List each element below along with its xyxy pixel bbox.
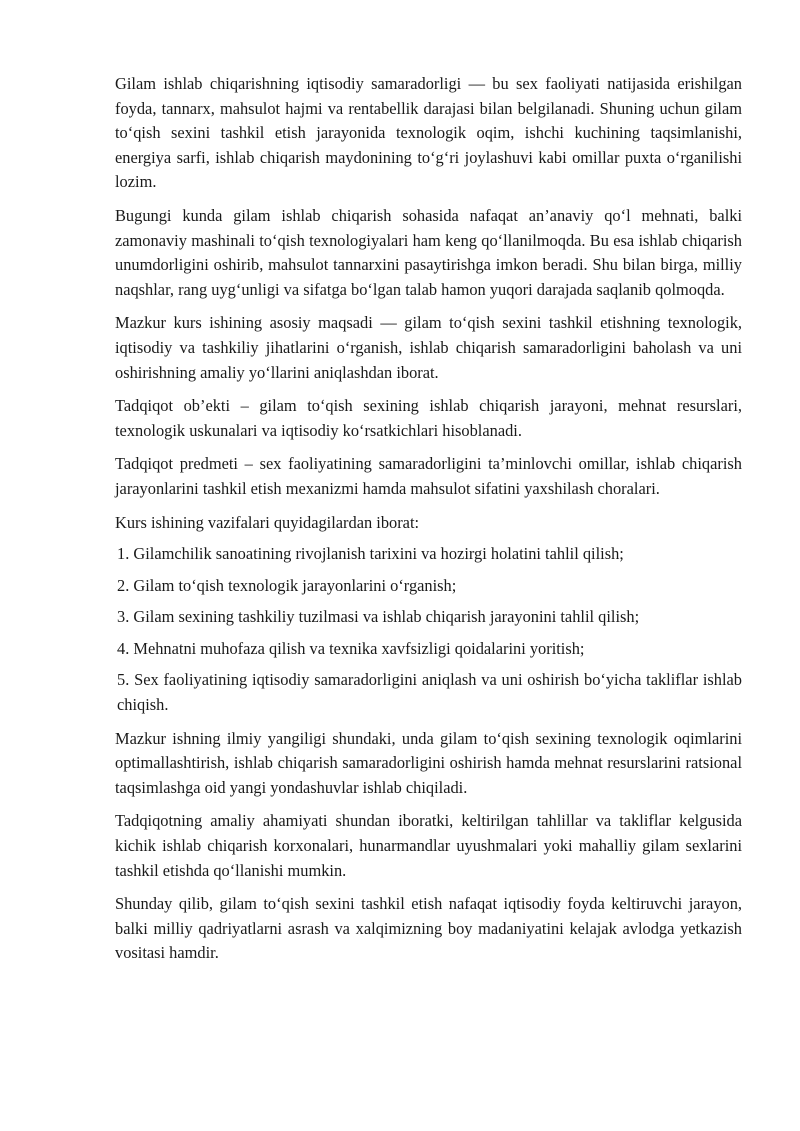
paragraph-research-object: Tadqiqot ob’ekti – gilam to‘qish sexining ishlab chiqarish jarayoni, mehnat resurslari, texnologik uskunalari va iqtisodiy ko‘rsatkichlari hisoblanadi. (115, 396, 742, 440)
paragraph-goal: Mazkur kurs ishining asosiy maqsadi — gilam to‘qish sexini tashkil etishning texnologik, iqtisodiy va tashkiliy jihatlarini o‘rganish, ishlab chiqarish samaradorligini baholash va uni oshirishning amaliy yo‘llarini aniqlashdan iborat. (115, 313, 742, 382)
document-page (115, 72, 742, 975)
task-item-4: 4. Mehnatni muhofaza qilish va texnika xavfsizligi qoidalarini yoritish; (117, 638, 585, 658)
tasks-list (115, 542, 742, 718)
task-item-3: 3. Gilam sexining tashkiliy tuzilmasi va ishlab chiqarish jarayonini tahlil qilish; (117, 607, 640, 627)
paragraph-efficiency: Gilam ishlab chiqarishning iqtisodiy samaradorligi — bu sex faoliyati natijasida erishilgan foyda, tannarx, mahsulot hajmi va rentabellik darajasi bilan belgilanadi. Shuning uchun gilam to‘qish sexini tashkil etish jarayonida texnologik oqim, ishchi kuchining taqsimlanishi, energiya sarfi, ishlab chiqarish maydonining to‘g‘ri joylashuvi kabi omillar puxta o‘rganilishi lozim. (115, 74, 742, 192)
paragraph-conclusion: Shunday qilib, gilam to‘qish sexini tashkil etish nafaqat iqtisodiy foyda keltiruvchi jarayon, balki milliy qadriyatlarni asrash va xalqimizning boy madaniyatini kelajak avlodga yetkazish vositasi hamdir. (115, 894, 742, 963)
task-item-1: 1. Gilamchilik sanoatining rivojlanish tarixini va hozirgi holatini tahlil qilish; (117, 544, 624, 564)
paragraph-practical-significance: Tadqiqotning amaliy ahamiyati shundan iboratki, keltirilgan tahlillar va takliflar kelgusida kichik ishlab chiqarish korxonalari, hunarmandlar uyushmalari yoki mahalliy gilam sexlarini tashkil etishda qo‘llanishi mumkin. (115, 811, 742, 880)
paragraph-research-subject: Tadqiqot predmeti – sex faoliyatining samaradorligini ta’minlovchi omillar, ishlab chiqarish jarayonlarini tashkil etish mexanizmi hamda mahsulot sifatini yaxshilash choralari. (115, 454, 742, 498)
task-item-2: 2. Gilam to‘qish texnologik jarayonlarini o‘rganish; (117, 575, 457, 595)
task-item-5: 5. Sex faoliyatining iqtisodiy samaradorligini aniqlash va uni oshirish bo‘yicha takliflar ishlab chiqish. (117, 670, 742, 715)
paragraph-scientific-novelty: Mazkur ishning ilmiy yangiligi shundaki, unda gilam to‘qish sexining texnologik oqimlarini optimallashtirish, ishlab chiqarish samaradorligini oshirish hamda mehnat resurslarini ratsional taqsimlashga oid yangi yondashuvlar ishlab chiqiladi. (115, 728, 742, 797)
tasks-intro: Kurs ishining vazifalari quyidagilardan iborat: (115, 512, 420, 532)
paragraph-modern-technology: Bugungi kunda gilam ishlab chiqarish sohasida nafaqat an’anaviy qo‘l mehnati, balki zamonaviy mashinali to‘qish texnologiyalari ham keng qo‘llanilmoqda. Bu esa ishlab chiqarish unumdorligini oshirib, mahsulot tannarxini pasaytirishga imkon beradi. Shu bilan birga, milliy naqshlar, rang uyg‘unligi va sifatga bo‘lgan talab hamon yuqori darajada saqlanib qolmoqda. (115, 205, 742, 299)
